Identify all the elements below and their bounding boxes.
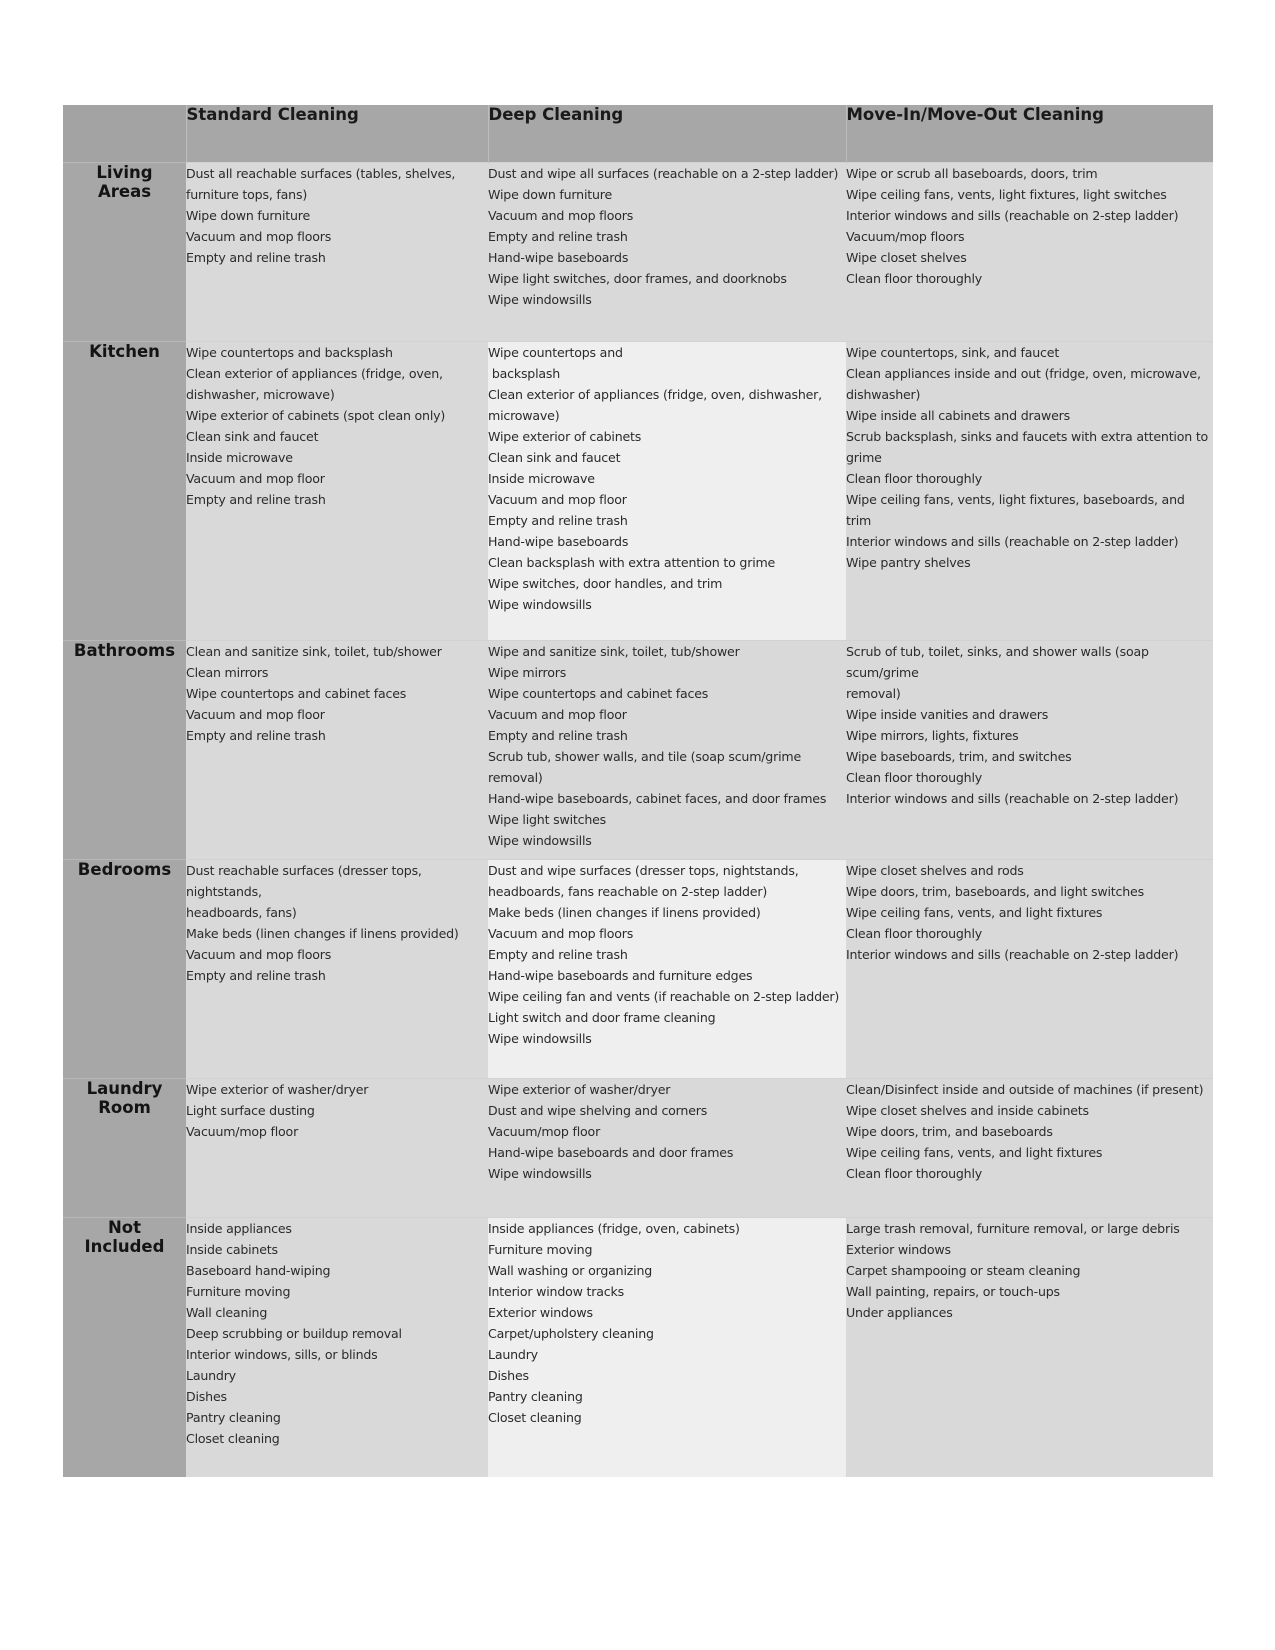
- task-item: Wipe mirrors, lights, fixtures: [846, 728, 1019, 743]
- task-item: Wipe closet shelves and rods: [846, 863, 1024, 878]
- cell-living-areas-move: [846, 163, 1213, 342]
- task-item: Clean/Disinfect inside and outside of machines (if present): [846, 1082, 1204, 1097]
- task-item: Hand-wipe baseboards, cabinet faces, and door frames: [488, 791, 827, 806]
- task-item: Hand-wipe baseboards: [488, 534, 629, 549]
- task-list: [846, 163, 1213, 289]
- task-item: Wipe countertops and backsplash: [186, 345, 393, 360]
- table-row-bathrooms: [63, 641, 1213, 860]
- task-item: Wipe inside vanities and drawers: [846, 707, 1049, 722]
- task-list: [186, 163, 488, 268]
- task-item: Wipe closet shelves and inside cabinets: [846, 1103, 1089, 1118]
- task-item: Wipe down furniture: [186, 208, 311, 223]
- task-item: Clean sink and faucet: [186, 429, 319, 444]
- cell-kitchen-move: [846, 342, 1213, 641]
- task-item: Clean floor thoroughly: [846, 271, 983, 286]
- task-list: [186, 1079, 488, 1142]
- task-item: Clean exterior of appliances (fridge, oven,: [186, 366, 443, 381]
- task-item: Wipe doors, trim, and baseboards: [846, 1124, 1053, 1139]
- task-item: Interior windows and sills (reachable on 2-step ladder): [846, 208, 1179, 223]
- task-item: Wipe light switches: [488, 812, 607, 827]
- task-item: Interior windows, sills, or blinds: [186, 1347, 378, 1362]
- task-item: Under appliances: [846, 1305, 953, 1320]
- header-corner-cell: [63, 105, 186, 163]
- cleaning-comparison-table: [63, 105, 1213, 1477]
- task-item: Inside appliances (fridge, oven, cabinets): [488, 1221, 740, 1236]
- table-row-kitchen: [63, 342, 1213, 641]
- task-list: [846, 342, 1213, 573]
- cell-not-included-move: [846, 1218, 1213, 1477]
- task-item: Interior windows and sills (reachable on 2-step ladder): [846, 534, 1179, 549]
- column-header-deep: Deep Cleaning: [488, 105, 846, 163]
- task-item: Closet cleaning: [186, 1431, 280, 1446]
- task-item: Exterior windows: [846, 1242, 951, 1257]
- cell-laundry-room-move: [846, 1079, 1213, 1218]
- task-item: Wipe light switches, door frames, and doorknobs: [488, 271, 787, 286]
- task-item: Scrub backsplash, sinks and faucets with extra attention to: [846, 429, 1209, 444]
- cell-not-included-deep: [488, 1218, 846, 1477]
- task-item: Wipe ceiling fans, vents, light fixtures, light switches: [846, 187, 1167, 202]
- task-item: Wipe baseboards, trim, and switches: [846, 749, 1072, 764]
- cell-bathrooms-deep: [488, 641, 846, 860]
- cell-laundry-room-deep: [488, 1079, 846, 1218]
- task-item: Wipe windowsills: [488, 1031, 592, 1046]
- task-item: Wall painting, repairs, or touch-ups: [846, 1284, 1060, 1299]
- task-item: Vacuum and mop floor: [488, 707, 627, 722]
- task-item: Dust all reachable surfaces (tables, shelves,: [186, 166, 456, 181]
- task-list: [186, 860, 488, 986]
- task-list: [488, 641, 846, 851]
- task-item: Wipe windowsills: [488, 597, 592, 612]
- task-item: headboards, fans reachable on 2-step ladder): [488, 884, 768, 899]
- task-item: Scrub of tub, toilet, sinks, and shower walls (soap scum/grime: [846, 644, 1153, 680]
- task-item: Vacuum/mop floors: [846, 229, 965, 244]
- task-item: Clean floor thoroughly: [846, 471, 983, 486]
- header-row: [63, 105, 1213, 163]
- task-item: Wipe exterior of washer/dryer: [488, 1082, 671, 1097]
- task-item: Dust reachable surfaces (dresser tops, nightstands,: [186, 863, 426, 899]
- row-label-line: Areas: [97, 182, 152, 201]
- task-item: Vacuum and mop floor: [186, 707, 325, 722]
- row-label-line: Not: [107, 1218, 142, 1237]
- task-item: Wipe pantry shelves: [846, 555, 971, 570]
- row-label-not-included: [63, 1218, 186, 1477]
- task-item: Dust and wipe shelving and corners: [488, 1103, 708, 1118]
- task-item: Pantry cleaning: [488, 1389, 583, 1404]
- task-list: [186, 342, 488, 510]
- task-item: Empty and reline trash: [186, 728, 326, 743]
- task-item: Interior windows and sills (reachable on 2-step ladder): [846, 791, 1179, 806]
- task-item: Light surface dusting: [186, 1103, 315, 1118]
- task-item: Wipe doors, trim, baseboards, and light switches: [846, 884, 1144, 899]
- task-item: grime: [846, 450, 882, 465]
- task-item: Deep scrubbing or buildup removal: [186, 1326, 402, 1341]
- task-item: Clean floor thoroughly: [846, 1166, 983, 1181]
- task-item: Vacuum and mop floors: [488, 208, 634, 223]
- task-item: Wipe switches, door handles, and trim: [488, 576, 723, 591]
- task-item: Dishes: [186, 1389, 227, 1404]
- row-label-line: Laundry: [86, 1079, 163, 1098]
- cell-not-included-standard: [186, 1218, 488, 1477]
- task-item: Make beds (linen changes if linens provided): [186, 926, 459, 941]
- task-list: [488, 1079, 846, 1184]
- task-item: Wipe exterior of washer/dryer: [186, 1082, 369, 1097]
- task-item: Wipe closet shelves: [846, 250, 967, 265]
- cell-bedrooms-move: [846, 860, 1213, 1079]
- task-item: Laundry: [186, 1368, 236, 1383]
- task-item: Clean and sanitize sink, toilet, tub/shower: [186, 644, 442, 659]
- row-label-living-areas: [63, 163, 186, 342]
- row-label-bedrooms: [63, 860, 186, 1079]
- task-list: [186, 641, 488, 746]
- column-header-standard: Standard Cleaning: [186, 105, 488, 163]
- cell-bathrooms-move: [846, 641, 1213, 860]
- task-list: [846, 860, 1213, 965]
- row-label-line: Included: [84, 1237, 165, 1256]
- task-item: Empty and reline trash: [488, 947, 628, 962]
- task-item: Vacuum and mop floors: [186, 229, 332, 244]
- task-item: Dishes: [488, 1368, 529, 1383]
- task-item: Make beds (linen changes if linens provided): [488, 905, 761, 920]
- task-item: Wipe exterior of cabinets (spot clean only): [186, 408, 446, 423]
- task-item: Wipe exterior of cabinets: [488, 429, 642, 444]
- cell-laundry-room-standard: [186, 1079, 488, 1218]
- task-item: dishwasher, microwave): [186, 387, 335, 402]
- task-item: Clean exterior of appliances (fridge, oven, dishwasher,: [488, 387, 822, 402]
- cell-living-areas-deep: [488, 163, 846, 342]
- table-row-bedrooms: [63, 860, 1213, 1079]
- task-item: Wipe ceiling fans, vents, light fixtures, baseboards, and trim: [846, 492, 1189, 528]
- task-list: [846, 641, 1213, 809]
- task-item: Clean sink and faucet: [488, 450, 621, 465]
- task-item: Vacuum and mop floors: [488, 926, 634, 941]
- task-item: Vacuum and mop floor: [186, 471, 325, 486]
- table-body: [63, 163, 1213, 1477]
- row-label-line: Room: [98, 1098, 151, 1117]
- task-item: Inside appliances: [186, 1221, 292, 1236]
- task-item: Inside cabinets: [186, 1242, 278, 1257]
- task-item: Wipe ceiling fan and vents (if reachable on 2-step ladder): [488, 989, 840, 1004]
- task-item: Hand-wipe baseboards and door frames: [488, 1145, 734, 1160]
- task-item: Empty and reline trash: [488, 513, 628, 528]
- task-item: Large trash removal, furniture removal, or large debris: [846, 1221, 1180, 1236]
- cell-kitchen-standard: [186, 342, 488, 641]
- task-item: Empty and reline trash: [186, 968, 326, 983]
- task-item: Empty and reline trash: [488, 229, 628, 244]
- task-item: Furniture moving: [488, 1242, 593, 1257]
- row-label-laundry-room: [63, 1079, 186, 1218]
- task-list: [488, 860, 846, 1049]
- task-item: Closet cleaning: [488, 1410, 582, 1425]
- task-item: Interior windows and sills (reachable on 2-step ladder): [846, 947, 1179, 962]
- task-list: [846, 1079, 1213, 1184]
- task-item: Wipe or scrub all baseboards, doors, trim: [846, 166, 1098, 181]
- task-item: Exterior windows: [488, 1305, 593, 1320]
- task-item: Furniture moving: [186, 1284, 291, 1299]
- task-item: backsplash: [488, 366, 561, 381]
- task-item: Empty and reline trash: [186, 250, 326, 265]
- task-item: Vacuum and mop floor: [488, 492, 627, 507]
- task-item: Wipe countertops and: [488, 345, 623, 360]
- task-item: Wipe windowsills: [488, 292, 592, 307]
- task-item: Wipe and sanitize sink, toilet, tub/shower: [488, 644, 740, 659]
- cell-bedrooms-standard: [186, 860, 488, 1079]
- task-item: Empty and reline trash: [186, 492, 326, 507]
- task-item: Interior window tracks: [488, 1284, 624, 1299]
- row-label-line: Bedrooms: [77, 860, 172, 879]
- cell-living-areas-standard: [186, 163, 488, 342]
- cell-bedrooms-deep: [488, 860, 846, 1079]
- task-item: Vacuum/mop floor: [488, 1124, 601, 1139]
- task-item: Baseboard hand-wiping: [186, 1263, 331, 1278]
- task-item: headboards, fans): [186, 905, 297, 920]
- task-item: Hand-wipe baseboards: [488, 250, 629, 265]
- table-row-laundry-room: [63, 1079, 1213, 1218]
- task-item: Wipe countertops and cabinet faces: [186, 686, 407, 701]
- task-item: Wipe inside all cabinets and drawers: [846, 408, 1070, 423]
- task-item: Wipe ceiling fans, vents, and light fixtures: [846, 905, 1103, 920]
- column-header-move: Move-In/Move-Out Cleaning: [846, 105, 1213, 163]
- task-item: Wipe countertops and cabinet faces: [488, 686, 709, 701]
- task-item: Vacuum/mop floor: [186, 1124, 299, 1139]
- task-item: Wall cleaning: [186, 1305, 268, 1320]
- task-item: Hand-wipe baseboards and furniture edges: [488, 968, 753, 983]
- task-item: furniture tops, fans): [186, 187, 308, 202]
- task-item: Laundry: [488, 1347, 538, 1362]
- row-label-line: Living: [96, 163, 153, 182]
- task-item: Dust and wipe surfaces (dresser tops, nightstands,: [488, 863, 799, 878]
- task-item: Wipe ceiling fans, vents, and light fixtures: [846, 1145, 1103, 1160]
- task-item: Wipe down furniture: [488, 187, 613, 202]
- task-item: Inside microwave: [488, 471, 595, 486]
- task-item: Dust and wipe all surfaces (reachable on a 2-step ladder): [488, 166, 839, 181]
- task-item: Wipe windowsills: [488, 833, 592, 848]
- task-item: Wipe mirrors: [488, 665, 567, 680]
- task-item: dishwasher): [846, 387, 921, 402]
- task-item: Inside microwave: [186, 450, 293, 465]
- task-item: Clean floor thoroughly: [846, 770, 983, 785]
- task-item: Clean backsplash with extra attention to grime: [488, 555, 776, 570]
- row-label-kitchen: [63, 342, 186, 641]
- row-label-line: Kitchen: [89, 342, 160, 361]
- task-list: [846, 1218, 1213, 1323]
- row-label-line: Bathrooms: [73, 641, 176, 660]
- task-item: Pantry cleaning: [186, 1410, 281, 1425]
- task-item: microwave): [488, 408, 560, 423]
- task-item: removal): [846, 686, 901, 701]
- task-item: Carpet shampooing or steam cleaning: [846, 1263, 1081, 1278]
- cell-kitchen-deep: [488, 342, 846, 641]
- task-item: Empty and reline trash: [488, 728, 628, 743]
- task-item: Clean mirrors: [186, 665, 269, 680]
- task-item: Wipe windowsills: [488, 1166, 592, 1181]
- row-label-bathrooms: [63, 641, 186, 860]
- task-item: Carpet/upholstery cleaning: [488, 1326, 654, 1341]
- task-list: [488, 1218, 846, 1428]
- task-item: Vacuum and mop floors: [186, 947, 332, 962]
- task-item: Wall washing or organizing: [488, 1263, 653, 1278]
- table-row-not-included: [63, 1218, 1213, 1477]
- task-list: [488, 163, 846, 310]
- task-item: Clean floor thoroughly: [846, 926, 983, 941]
- task-list: [186, 1218, 488, 1449]
- cell-bathrooms-standard: [186, 641, 488, 860]
- task-item: Clean appliances inside and out (fridge, oven, microwave,: [846, 366, 1201, 381]
- task-item: Light switch and door frame cleaning: [488, 1010, 716, 1025]
- task-item: Wipe countertops, sink, and faucet: [846, 345, 1060, 360]
- table-row-living-areas: [63, 163, 1213, 342]
- task-list: [488, 342, 846, 615]
- task-item: Scrub tub, shower walls, and tile (soap scum/grime removal): [488, 749, 805, 785]
